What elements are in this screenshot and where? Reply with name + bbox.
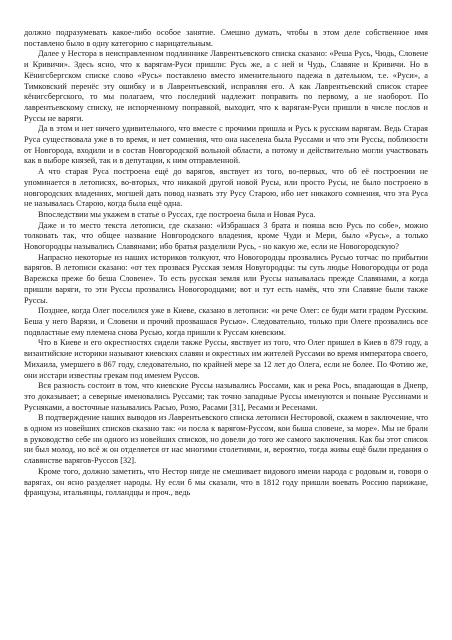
paragraph: Далее у Нестора в неисправленном подлиннике Лаврентьевского списка сказано: «Реша Русь, Чюдь, Словене и Кривичи». Здесь ясно, что к варягам-Руси пришли: Русь же, а с ней и Чудь, Славяне и Кривичи. Но в Кёнигсбергском списке слово «Русь» поставлено вместо именительного падежа в дательном, т.е. «Руси», а Тимковский перенёс эту ошибку и в Лаврентьевский, исправляя его. А как Лаврентьевский список старее кёнигсбергского, то мы полагаем, что последний надлежит поправить по первому, а не наоборот. По лаврентьевскому списку, не испорченному поправкой, выходит, что к варягам-Руси пришли в числе послов и Руссы не варяги. [24,49,428,123]
paragraph: должно подразумевать какое-либо особое занятие. Смешно думать, чтобы в этом деле собственное имя поставлено было в одну категорию с нарицательным. [24,28,428,48]
paragraph: Что в Киеве и его окрестностях сидели также Руссы, явствует из того, что Олег пришел в Киев в 879 году, а византийские историки называют киевских славян и окрестных им жителей Руссами во время императора своего, Михаила, умершего в 867 году, следовательно, по крайней мере за 12 лет до Олега, если не более. По Фотию же, они исстари известны грекам под именем Руссов. [24,338,428,380]
paragraph: Позднее, когда Олег поселился уже в Киеве, сказано в летописи: «и рече Олег: се буди мати градом Русским. Беша у него Варязи, и Словени и прочий прозвашася Русью». Следовательно, только при Олеге прозвались все подвластные ему племена снова Русью, когда пришли к Руссам киевским. [24,306,428,337]
paragraph: А что старая Руса построена ещё до варягов, явствует из того, во-первых, что об её построении не упоминается в летописях, во-вторых, что никакой другой новой Русы, или просто Русы, не было построено в новгородских владениях, могшей дать повод назвать эту Русу Старою, ибо нет никакого сомнения, что эта Руса не называлась Старою, когда была ещё одна. [24,167,428,209]
paragraph: В подтверждение наших выводов из Лаврентьевского списка летописи Несторовой, скажем в заключение, что в одном из новейших списков сказано так: «и посла к варягом-Руссом, кои быша словене, за море». Мы не брали в руководство себе ни одного из новейших списков, но довели до того же самого заключения. Как бы этот список ни был молод, но всё ж он отделяется от нас многими столетиями, и, вероятно, тогда живы ещё были предания о славянстве варягов-Руссов [32]. [24,413,428,466]
paragraph: Впоследствии мы укажем в статье о Руссах, где построена была и Новая Руса. [38,209,316,219]
paragraph: Да в этом и нет ничего удивительного, что вместе с прочими пришла и Русь к русским варягам. Ведь Старая Руса существовала уже в то время, и нет сомнения, что она населена была Руссами и что эти Руссы, поблизости от Новгорода, входили и в состав Новгородской вольной области, а потому и действительно могли участвовать как в выборе князей, так и в депутации, к ним отправленной. [24,124,428,166]
paragraph: Напрасно некоторые из наших историков толкуют, что Новогородцы прозвались Русью тотчас по прибытии варягов. В летописи сказано: «от тех прозвася Русская земля Новугородцы: ты суть людье Новогородцы от рода Варежска преже бо беша Словене». То есть русская земля или Руссы называлась прежде Славянами, а когда пришли варяги, то эти Руссы прозвались Новогородцами; вот и тут есть намёк, что эти Славяне были также Руссы. [24,252,428,305]
paragraph: Даже и то место текста летописи, где сказано: «Избрашася 3 брата и пояша всю Русь по собе», можно толковать так, что общее название Новгородского владения, кроме Чуди и Мери, было «Русь», а только Новогородцы назывались Славянами; ибо братья разделили Русь, - но какую же, если не Новогородскую? [24,220,428,252]
paragraph: Вся разность состоит в том, что киевские Руссы назывались Россами, как и река Рось, впадающая в Днепр, это доказывает; а северные именовались Руссами; так точно западные Руссы именуются и поныне Руссинами и Русняками, а восточные назывались Расью, Розю, Расами [31], Ресами и Ресенами. [24,381,428,412]
paragraph: Кроме того, должно заметить, что Нестор нигде не смешивает видового имени народа с родовым и, говоря о варягах, он ясно разделяет народы. Ну если б мы сказали, что в 1812 году пришли воевать Россию парижане, французы, итальянцы, голландцы и проч., ведь [24,466,428,498]
